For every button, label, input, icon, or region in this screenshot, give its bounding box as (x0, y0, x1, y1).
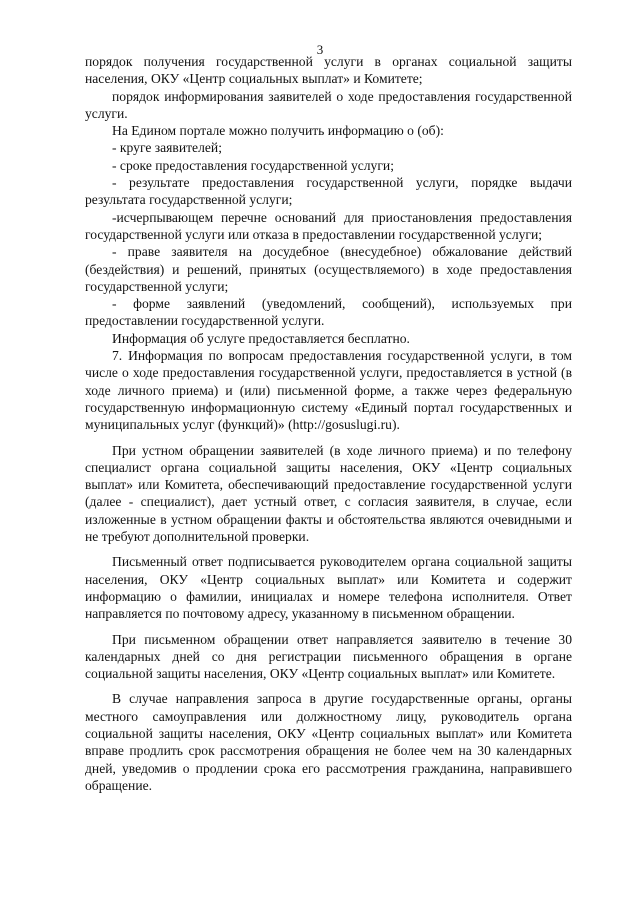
paragraph-procedure-receipt: порядок получения государственной услуги в органах социальной защиты населения, ОКУ «Центр социальных выплат» и Комитете; (85, 54, 572, 87)
document-body (85, 53, 572, 794)
paragraph-written-request-term: При письменном обращении ответ направляется заявителю в течение 30 календарных дней со дня регистрации письменного обращения в органе социальной защиты населения, ОКУ «Центр социальных выплат» или Комитете. (85, 631, 572, 682)
paragraph-section-7: 7. Информация по вопросам предоставления государственной услуги, в том числе о ходе предоставления государственной услуги, предоставляется в устной (в ходе личного приема) и (или) письменной форме, а также через федеральную государственную информационную систему «Единый портал государственных и муниципальных услуг (функций)» (http://gosuslugi.ru). (85, 348, 572, 433)
list-item-suspension-grounds: -исчерпывающем перечне оснований для приостановления предоставления государственной услуги или отказа в предоставлении государственной услуги; (85, 209, 572, 242)
paragraph-term-extension: В случае направления запроса в другие государственные органы, органы местного самоуправления или должностному лицу, руководитель органа социальной защиты населения, ОКУ «Центр социальных выплат» или Комитета вправе продлить срок рассмотрения обращения не более чем на 30 календарных дней, уведомив о продлении срока его рассмотрения гражданина, направившего обращение. (85, 691, 572, 793)
paragraph-procedure-informing: порядок информирования заявителей о ходе предоставления государственной услуги. (85, 88, 572, 121)
paragraph-oral-request: При устном обращении заявителей (в ходе личного приема) и по телефону специалист органа социальной защиты населения, ОКУ «Центр социальных выплат» или Комитета, обеспечивающий предоставление государственной услуги (далее - специалист), дает устный ответ, с согласия заявителя, в случае, если изложенные в устном обращении факты и обстоятельства являются очевидными и не требуют дополнительной проверки. (85, 442, 572, 545)
paragraph-written-answer: Письменный ответ подписывается руководителем органа социальной защиты населения, ОКУ «Центр социальных выплат» или Комитета и содержит информацию о фамилии, инициалах и номере телефона исполнителя. Ответ направляется по почтовому адресу, указанному в письменном обращении. (85, 554, 572, 622)
list-item-applicants: - круге заявителей; (112, 140, 222, 156)
list-item-appeal-right: - праве заявителя на досудебное (внесудебное) обжалование действий (бездействия) и решений, принятых (осуществляемого) в ходе предоставления государственной услуги; (85, 244, 572, 294)
paragraph-free-of-charge: Информация об услуге предоставляется бесплатно. (112, 330, 410, 346)
paragraph-portal-info-intro: На Едином портале можно получить информацию о (об): (112, 123, 444, 139)
page-number: 3 (316, 42, 324, 57)
list-item-service-term: - сроке предоставления государственной услуги; (112, 157, 394, 173)
list-item-service-result: - результате предоставления государственной услуги, порядке выдачи результата государственной услуги; (85, 175, 572, 208)
list-item-application-forms: - форме заявлений (уведомлений, сообщений), используемых при предоставлении государственной услуги. (85, 296, 572, 329)
